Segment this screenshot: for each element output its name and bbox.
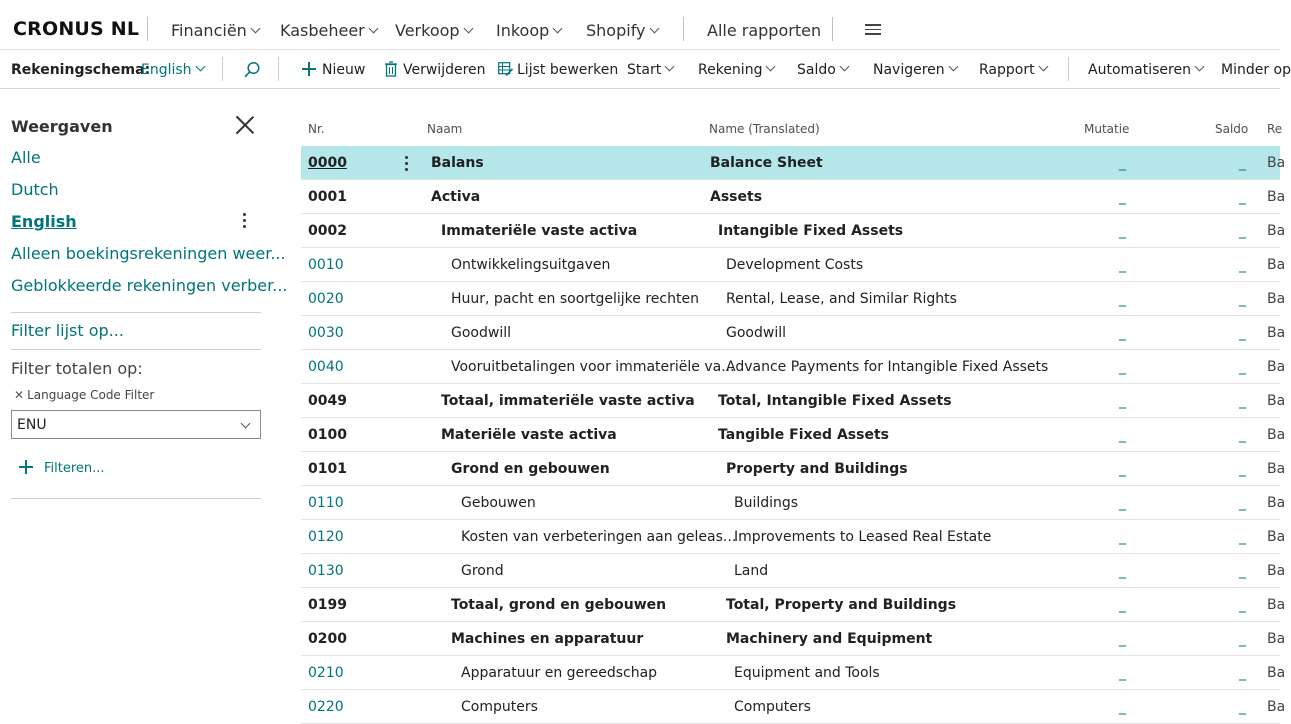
trash-icon	[385, 61, 397, 77]
chevron-down-icon	[241, 419, 251, 429]
net-change-value[interactable]: _	[1119, 699, 1126, 715]
account-no[interactable]: 0130	[308, 563, 344, 579]
chevron-down-icon	[766, 62, 776, 72]
company-name[interactable]: CRONUS NL	[13, 18, 140, 40]
net-change-value[interactable]: _	[1119, 427, 1126, 443]
chevron-down-icon	[463, 24, 473, 34]
balance-value[interactable]: _	[1239, 325, 1246, 341]
account-name-translated: Machinery and Equipment	[726, 631, 933, 647]
views-title: Weergaven	[11, 117, 113, 136]
table-row[interactable]	[301, 180, 1286, 214]
table-row[interactable]	[301, 316, 1286, 350]
toolbar-separator	[1068, 57, 1069, 81]
account-name: Activa	[431, 189, 481, 205]
schema-value: English	[141, 62, 192, 78]
new-button[interactable]: Nieuw	[322, 62, 366, 78]
account-name-translated: Advance Payments for Intangible Fixed Assets	[726, 359, 1049, 375]
net-change-value[interactable]: _	[1119, 189, 1126, 205]
report-type-value: Ba	[1267, 223, 1286, 239]
start-menu[interactable]	[627, 62, 673, 78]
account-name-translated: Buildings	[734, 495, 799, 511]
automate-menu-label: Automatiseren	[1088, 62, 1191, 78]
account-no[interactable]: 0049	[308, 393, 347, 409]
chevron-down-icon	[1038, 62, 1048, 72]
nav-separator	[683, 17, 684, 41]
balance-value[interactable]: _	[1239, 665, 1246, 681]
balance-value[interactable]: _	[1239, 529, 1246, 545]
account-name: Balans	[431, 155, 484, 171]
nav-item-label: Financiën	[171, 21, 247, 40]
toolbar-separator	[222, 57, 223, 81]
row-actions-icon[interactable]	[405, 156, 409, 172]
account-name-translated: Total, Property and Buildings	[726, 597, 957, 613]
nav-separator	[832, 17, 833, 41]
account-name: Huur, pacht en soortgelijke rechten	[451, 291, 699, 307]
balance-value[interactable]: _	[1239, 427, 1246, 443]
net-change-value[interactable]: _	[1119, 461, 1126, 477]
top-navigation	[0, 0, 1280, 50]
table-row[interactable]	[301, 690, 1286, 724]
balance-value[interactable]: _	[1239, 189, 1246, 205]
account-name: Ontwikkelingsuitgaven	[451, 257, 611, 273]
table-row[interactable]	[301, 588, 1286, 622]
report-type-value: Ba	[1267, 325, 1286, 341]
automate-menu[interactable]	[1088, 62, 1203, 78]
account-no[interactable]: 0220	[308, 699, 344, 715]
account-name: Materiële vaste activa	[441, 427, 617, 443]
action-bar	[0, 51, 1291, 89]
report-type-value: Ba	[1267, 563, 1286, 579]
account-name-translated: Property and Buildings	[726, 461, 908, 477]
table-row[interactable]	[301, 248, 1286, 282]
chevron-down-icon	[553, 24, 563, 34]
account-name-translated: Tangible Fixed Assets	[718, 427, 889, 443]
account-no[interactable]: 0000	[308, 155, 347, 171]
language-filter-select[interactable]	[11, 410, 261, 439]
report-type-value: Ba	[1267, 427, 1286, 443]
table-row[interactable]	[301, 452, 1286, 486]
report-type-value: Ba	[1267, 359, 1286, 375]
chevron-down-icon	[948, 62, 958, 72]
nav-item-shopify[interactable]	[586, 21, 658, 40]
account-no[interactable]: 0120	[308, 529, 344, 545]
nav-item-label: Shopify	[586, 21, 646, 40]
net-change-value[interactable]: _	[1119, 529, 1126, 545]
account-name-translated: Equipment and Tools	[734, 665, 880, 681]
balance-value[interactable]: _	[1239, 223, 1246, 239]
filter-totals-label: Filter totalen op:	[11, 359, 143, 378]
account-name-translated: Improvements to Leased Real Estate	[734, 529, 992, 545]
table-row[interactable]	[301, 520, 1286, 554]
edit-list-icon	[498, 62, 513, 76]
report-type-value: Ba	[1267, 393, 1286, 409]
table-row[interactable]	[301, 486, 1286, 520]
toolbar-separator	[278, 57, 279, 81]
remove-filter-icon[interactable]: ✕	[14, 388, 25, 402]
view-hide-blocked[interactable]: Geblokkeerde rekeningen verber...	[11, 276, 288, 295]
view-posting-accounts[interactable]: Alleen boekingsrekeningen weer...	[11, 244, 286, 263]
close-icon[interactable]	[235, 115, 255, 135]
balance-value[interactable]: _	[1239, 563, 1246, 579]
account-menu[interactable]	[698, 62, 774, 78]
chevron-down-icon	[649, 24, 659, 34]
fewer-options-button[interactable]: Minder op	[1221, 62, 1291, 78]
account-no[interactable]: 0100	[308, 427, 347, 443]
report-type-value: Ba	[1267, 495, 1286, 511]
account-name: Machines en apparatuur	[451, 631, 644, 647]
column-header-no[interactable]: Nr.	[308, 122, 325, 136]
navigate-menu[interactable]	[873, 62, 957, 78]
nav-item-label: Kasbeheer	[280, 21, 365, 40]
divider	[11, 498, 261, 499]
account-name: Vooruitbetalingen voor immateriële va...	[451, 359, 735, 375]
net-change-value[interactable]: _	[1119, 155, 1126, 171]
navigate-menu-label: Navigeren	[873, 62, 945, 78]
report-type-value: Ba	[1267, 665, 1286, 681]
divider	[11, 349, 261, 350]
language-filter-value: ENU	[17, 417, 47, 433]
nav-item-cash[interactable]	[280, 21, 377, 40]
table-row[interactable]	[301, 146, 1286, 180]
net-change-value[interactable]: _	[1119, 665, 1126, 681]
account-name-translated: Goodwill	[726, 325, 786, 341]
balance-value[interactable]: _	[1239, 699, 1246, 715]
chevron-down-icon	[250, 24, 260, 34]
net-change-value[interactable]: _	[1119, 393, 1126, 409]
balance-value[interactable]: _	[1239, 257, 1246, 273]
account-no[interactable]: 0010	[308, 257, 344, 273]
chevron-down-icon	[839, 62, 849, 72]
report-menu[interactable]	[979, 62, 1047, 78]
balance-menu[interactable]	[797, 62, 848, 78]
net-change-value[interactable]: _	[1119, 325, 1126, 341]
account-no[interactable]: 0030	[308, 325, 344, 341]
nav-item-purchase[interactable]	[496, 21, 561, 40]
account-name: Computers	[461, 699, 538, 715]
divider	[11, 312, 261, 313]
account-no[interactable]: 0200	[308, 631, 347, 647]
more-options-icon[interactable]	[243, 213, 247, 229]
nav-item-label: Verkoop	[395, 21, 460, 40]
schema-dropdown[interactable]	[141, 62, 204, 78]
add-filter-icon[interactable]	[19, 460, 35, 476]
net-change-value[interactable]: _	[1119, 223, 1126, 239]
account-name: Goodwill	[451, 325, 511, 341]
net-change-value[interactable]: _	[1119, 257, 1126, 273]
column-header-balance[interactable]: Saldo	[1215, 122, 1249, 136]
report-type-value: Ba	[1267, 155, 1286, 171]
nav-item-sales[interactable]	[395, 21, 472, 40]
report-type-value: Ba	[1267, 631, 1286, 647]
balance-value[interactable]: _	[1239, 393, 1246, 409]
report-menu-label: Rapport	[979, 62, 1035, 78]
hamburger-icon[interactable]	[865, 24, 881, 35]
table-row[interactable]	[301, 622, 1286, 656]
language-filter-text: Language Code Filter	[27, 388, 155, 402]
chevron-down-icon	[195, 62, 205, 72]
add-filter-button[interactable]: Filteren...	[44, 461, 105, 476]
account-no[interactable]: 0002	[308, 223, 347, 239]
account-name-translated: Computers	[734, 699, 811, 715]
balance-value[interactable]: _	[1239, 291, 1246, 307]
report-type-value: Ba	[1267, 257, 1286, 273]
chevron-down-icon	[368, 24, 378, 34]
account-name-translated: Rental, Lease, and Similar Rights	[726, 291, 957, 307]
edit-list-button[interactable]: Lijst bewerken	[517, 62, 619, 78]
balance-value[interactable]: _	[1239, 155, 1246, 171]
account-no[interactable]: 0210	[308, 665, 344, 681]
account-name: Kosten van verbeteringen aan geleas...	[461, 529, 737, 545]
view-all[interactable]: Alle	[11, 148, 41, 167]
start-menu-label: Start	[627, 62, 662, 78]
column-header-net-change[interactable]: Mutatie	[1084, 122, 1130, 136]
table-row[interactable]	[301, 554, 1286, 588]
delete-button[interactable]: Verwijderen	[403, 62, 486, 78]
account-no[interactable]: 0001	[308, 189, 347, 205]
column-header-name-translated[interactable]: Name (Translated)	[709, 122, 820, 136]
account-no[interactable]: 0199	[308, 597, 347, 613]
report-type-value: Ba	[1267, 529, 1286, 545]
account-name-translated: Balance Sheet	[710, 155, 823, 171]
chevron-down-icon	[1195, 62, 1205, 72]
table-row[interactable]	[301, 418, 1286, 452]
nav-item-label: Inkoop	[496, 21, 550, 40]
net-change-value[interactable]: _	[1119, 563, 1126, 579]
account-no[interactable]: 0020	[308, 291, 344, 307]
table-row[interactable]	[301, 384, 1286, 418]
report-type-value: Ba	[1267, 189, 1286, 205]
account-name-translated: Total, Intangible Fixed Assets	[718, 393, 952, 409]
account-name-translated: Intangible Fixed Assets	[718, 223, 904, 239]
balance-menu-label: Saldo	[797, 62, 836, 78]
account-name: Totaal, immateriële vaste activa	[441, 393, 695, 409]
net-change-value[interactable]: _	[1119, 359, 1126, 375]
search-icon[interactable]	[243, 61, 261, 79]
net-change-value[interactable]: _	[1119, 495, 1126, 511]
account-name: Totaal, grond en gebouwen	[451, 597, 667, 613]
table-row[interactable]	[301, 214, 1286, 248]
column-header-cut[interactable]: Re	[1267, 122, 1283, 136]
report-type-value: Ba	[1267, 291, 1286, 307]
nav-item-finance[interactable]	[171, 21, 259, 40]
account-no[interactable]: 0101	[308, 461, 347, 477]
language-filter-label	[14, 388, 154, 402]
view-english[interactable]: English	[11, 212, 77, 231]
schema-label: Rekeningschema:	[11, 62, 151, 78]
account-name-translated: Land	[734, 563, 769, 579]
plus-icon	[302, 62, 316, 76]
account-menu-label: Rekening	[698, 62, 763, 78]
column-header-name[interactable]: Naam	[427, 122, 463, 136]
all-reports-link[interactable]: Alle rapporten	[707, 21, 822, 40]
account-name: Grond	[461, 563, 504, 579]
account-name: Grond en gebouwen	[451, 461, 610, 477]
account-name: Apparatuur en gereedschap	[461, 665, 658, 681]
balance-value[interactable]: _	[1239, 495, 1246, 511]
account-no[interactable]: 0110	[308, 495, 344, 511]
view-dutch[interactable]: Dutch	[11, 180, 59, 199]
nav-separator	[147, 17, 148, 41]
account-name-translated: Assets	[710, 189, 763, 205]
net-change-value[interactable]: _	[1119, 597, 1126, 613]
report-type-value: Ba	[1267, 699, 1286, 715]
report-type-value: Ba	[1267, 597, 1286, 613]
account-name: Immateriële vaste activa	[441, 223, 638, 239]
balance-value[interactable]: _	[1239, 631, 1246, 647]
table-row[interactable]	[301, 350, 1286, 384]
account-name: Gebouwen	[461, 495, 536, 511]
chevron-down-icon	[665, 62, 675, 72]
net-change-value[interactable]: _	[1119, 291, 1126, 307]
net-change-value[interactable]: _	[1119, 631, 1126, 647]
balance-value[interactable]: _	[1239, 461, 1246, 477]
account-no[interactable]: 0040	[308, 359, 344, 375]
balance-value[interactable]: _	[1239, 597, 1246, 613]
filter-list-link[interactable]: Filter lijst op...	[11, 321, 124, 340]
balance-value[interactable]: _	[1239, 359, 1246, 375]
account-name-translated: Development Costs	[726, 257, 864, 273]
table-row[interactable]	[301, 282, 1286, 316]
report-type-value: Ba	[1267, 461, 1286, 477]
table-row[interactable]	[301, 656, 1286, 690]
